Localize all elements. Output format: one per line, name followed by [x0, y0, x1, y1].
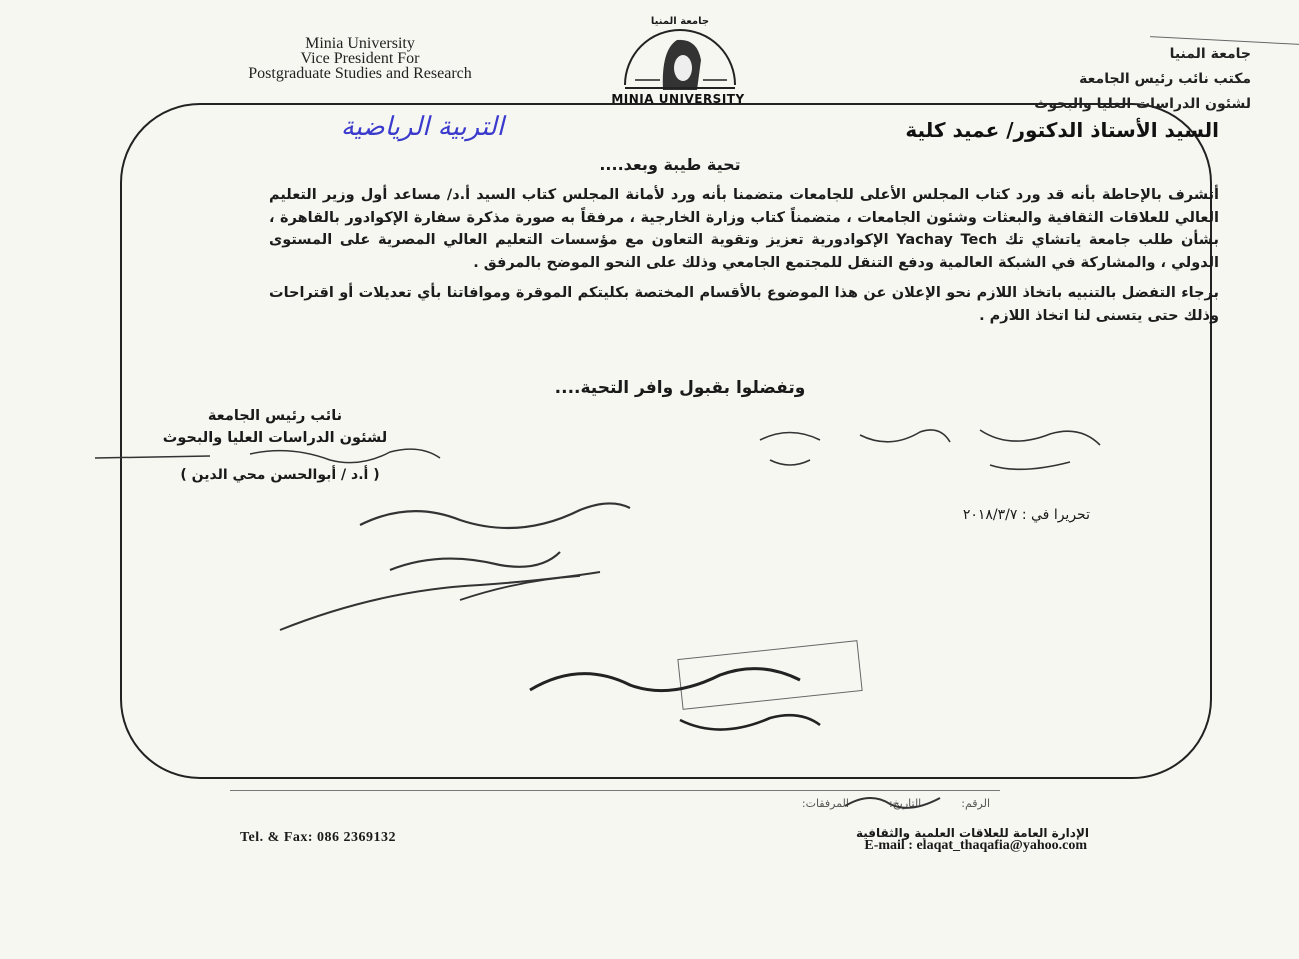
greeting: تحية طيبة وبعد.... — [599, 155, 741, 174]
letter-body — [269, 184, 1219, 335]
footer-tel: Tel. & Fax: 086 2369132 — [240, 830, 397, 845]
handwritten-annotation — [260, 480, 640, 640]
arabic-header-line-3: لشئون الدراسات العليا والبحوث — [1034, 96, 1251, 112]
signature-title-line-2: لشئون الدراسات العليا والبحوث — [162, 430, 388, 446]
dated-line — [850, 507, 1090, 523]
dated-label: تحريرا في : — [1021, 507, 1090, 523]
signature-scribble-top — [90, 440, 450, 470]
stamp-handwritten-number — [520, 640, 880, 750]
signature-scribble-right — [750, 420, 1110, 480]
footer-department: الإدارة العامة للعلاقات العلمية والثقافية — [855, 826, 1089, 840]
addressee: السيد الأستاذ الدكتور/ عميد كلية — [905, 118, 1219, 142]
footer-date-label: التاريخ: — [888, 797, 922, 810]
english-header-line-3: Postgraduate Studies and Research — [248, 65, 472, 82]
footer-number-handwritten — [840, 786, 950, 816]
english-header — [170, 36, 550, 81]
signature-title-line-1: نائب رئيس الجامعة — [207, 408, 343, 424]
addressee-handwritten: التربية الرياضية — [340, 112, 504, 142]
body-paragraph-2: برجاء التفضل بالتنبيه باتخاذ اللازم نحو الإعلان عن هذا الموضوع بالأقسام المختصة بكليتكم الموقرة وموافاتنا بأي تعديلات أو اقتراحات وذلك حتى يتسنى لنا اتخاذ اللازم . — [269, 285, 1219, 324]
logo-english-text: MINIA UNIVERSITY — [611, 92, 745, 106]
dated-value: ٢٠١٨/٣/٧ — [962, 507, 1018, 523]
logo-arabic-text: جامعة المنيا — [650, 16, 710, 27]
english-header-line-1: Minia University — [305, 35, 415, 52]
body-paragraph-1: أتشرف بالإحاطة بأنه قد ورد كتاب المجلس الأعلى للجامعات متضمنا بأنه ورد لأمانة المجلس كتاب السيد أ.د/ مساعد أول وزير التعليم العالي للعلاقات الثقافية والبعثات وشئون الجامعات ، متضمناً كتاب وزارة الخارجية ، مرفقاً به صورة مذكرة سفارة الإكوادور بالقاهرة ، بشأن طلب جامعة ياتشاي تك Yachay Tech الإكوادورية تعزيز وتقوية التعاون مع مؤسسات التعليم العالي المصرية على المستوى الدولي ، والمشاركة في الشبكة العالمية ودفع التنقل للمجتمع الجامعي وذلك على النحو الموضح بالمرفق . — [269, 187, 1219, 271]
footer-number-label: الرقم: — [961, 797, 990, 810]
arabic-header-line-2: مكتب نائب رئيس الجامعة — [1079, 71, 1251, 87]
arabic-header-line-1: جامعة المنيا — [1169, 46, 1251, 62]
footer-attachments-label: المرفقات: — [801, 797, 849, 810]
english-header-line-2: Vice President For — [300, 50, 420, 67]
closing: وتفضلوا بقبول وافر التحية.... — [554, 378, 806, 398]
signature-name: ( أ.د / أبوالحسن محي الدين ) — [180, 467, 380, 483]
footer-email: E-mail : elaqat_thaqafia@yahoo.com — [864, 838, 1087, 853]
